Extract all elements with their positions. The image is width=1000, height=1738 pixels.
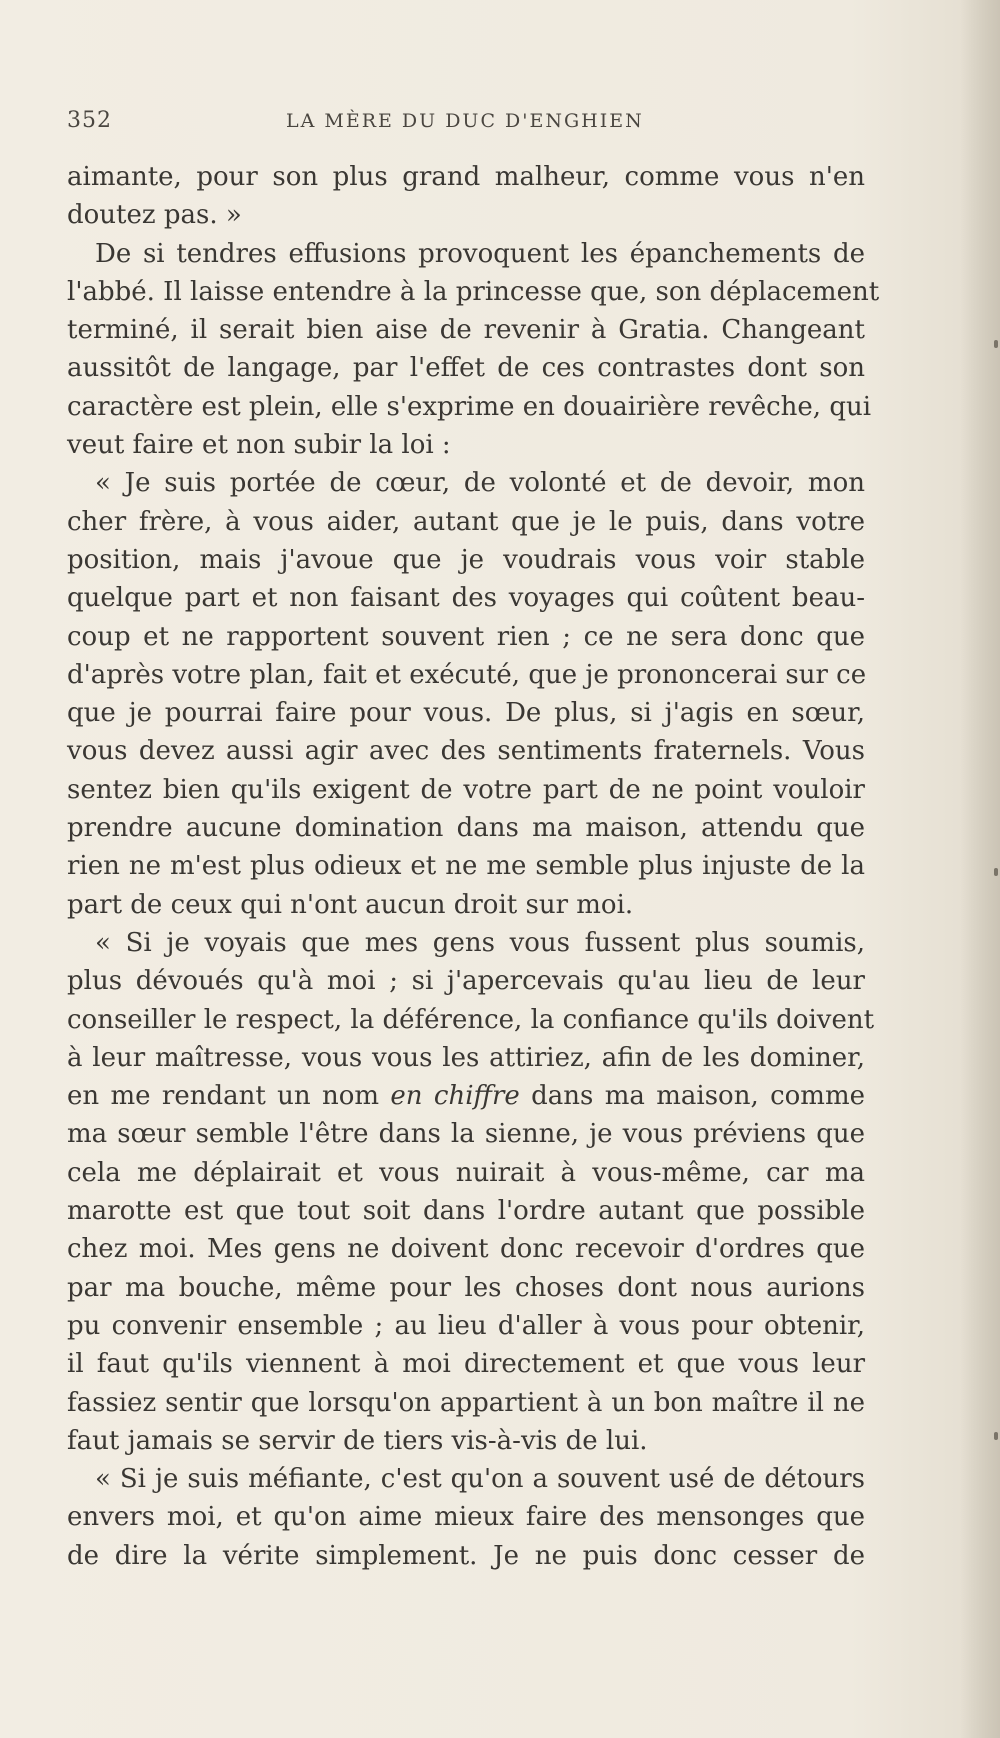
text-segment: en me rendant un nom [67,1081,380,1112]
text-line: cher frère, à vous aider, autant que je le puis, dans votre [67,506,865,537]
text-line: à leur maîtresse, vous vous les attiriez, afin de les dominer, [67,1042,865,1073]
text-line: « Si je suis méfiante, c'est qu'on a souvent usé de détours [95,1464,865,1495]
text-line: plus dévoués qu'à moi ; si j'apercevais qu'au lieu de leur [67,966,865,997]
text-line: chez moi. Mes gens ne doivent donc recevoir d'ordres que [67,1234,865,1265]
body-text [67,158,880,1575]
text-line: sentez bien qu'ils exigent de votre part de ne point vouloir [67,774,865,805]
text-line: rien ne m'est plus odieux et ne me semble plus injuste de la [67,851,865,882]
text-line: faut jamais se servir de tiers vis-à-vis de lui. [67,1425,648,1456]
page-number: 352 [67,108,112,133]
text-line: vous devez aussi agir avec des sentiments fraternels. Vous [67,736,865,767]
text-line: quelque part et non faisant des voyages qui coûtent beau- [67,583,865,614]
text-line: pu convenir ensemble ; au lieu d'aller à vous pour obtenir, [67,1310,865,1341]
text-line: « Je suis portée de cœur, de volonté et de devoir, mon [95,468,865,499]
text-line: de dire la vérite simplement. Je ne puis donc cesser de [67,1540,865,1571]
text-line: prendre aucune domination dans ma maison, attendu que [67,813,865,844]
text-line: position, mais j'avoue que je voudrais vous voir stable [67,544,865,575]
text-line: caractère est plein, elle s'exprime en douairière revêche, qui [67,391,872,422]
text-line: par ma bouche, même pour les choses dont nous aurions [67,1272,865,1303]
text-line: De si tendres effusions provoquent les épanchements de [95,238,865,269]
text-line: fassiez sentir que lorsqu'on appartient à un bon maître il ne [67,1387,865,1418]
text-line: aussitôt de langage, par l'effet de ces contrastes dont son [67,353,865,384]
text-line: doutez pas. » [67,200,242,231]
text-line: part de ceux qui n'ont aucun droit sur moi. [67,889,634,920]
text-line: d'après votre plan, fait et exécuté, que je prononcerai sur ce [67,659,867,690]
text-line: marotte est que tout soit dans l'ordre autant que possible [67,1196,865,1227]
text-line: « Si je voyais que mes gens vous fussent plus soumis, [95,927,865,958]
italic-phrase: en chiffre [390,1081,520,1112]
text-line: il faut qu'ils viennent à moi directement et que vous leur [67,1349,865,1380]
text-line: veut faire et non subir la loi : [67,430,451,461]
text-line: coup et ne rapportent souvent rien ; ce ne sera donc que [67,621,865,652]
text-line-with-italic [67,1077,865,1115]
text-line: que je pourrai faire pour vous. De plus, si j'agis en sœur, [67,698,865,729]
text-line: envers moi, et qu'on aime mieux faire des mensonges que [67,1502,865,1533]
text-line: l'abbé. Il laisse entendre à la princesse que, son déplacement [67,276,880,307]
text-segment: dans ma maison, comme [531,1081,865,1112]
text-line: aimante, pour son plus grand malheur, comme vous n'en [67,162,865,192]
text-line: ma sœur semble l'être dans la sienne, je vous préviens que [67,1119,865,1150]
text-line: terminé, il serait bien aise de revenir à Gratia. Changeant [67,315,865,346]
page-header [0,108,1000,138]
text-line: conseiller le respect, la déférence, la confiance qu'ils doivent [67,1004,875,1035]
paper-speck [994,1432,998,1440]
paper-speck [994,340,998,348]
text-line: cela me déplairait et vous nuirait à vous-même, car ma [67,1157,865,1188]
running-head: LA MÈRE DU DUC D'ENGHIEN [286,110,644,132]
paper-speck [994,868,998,876]
